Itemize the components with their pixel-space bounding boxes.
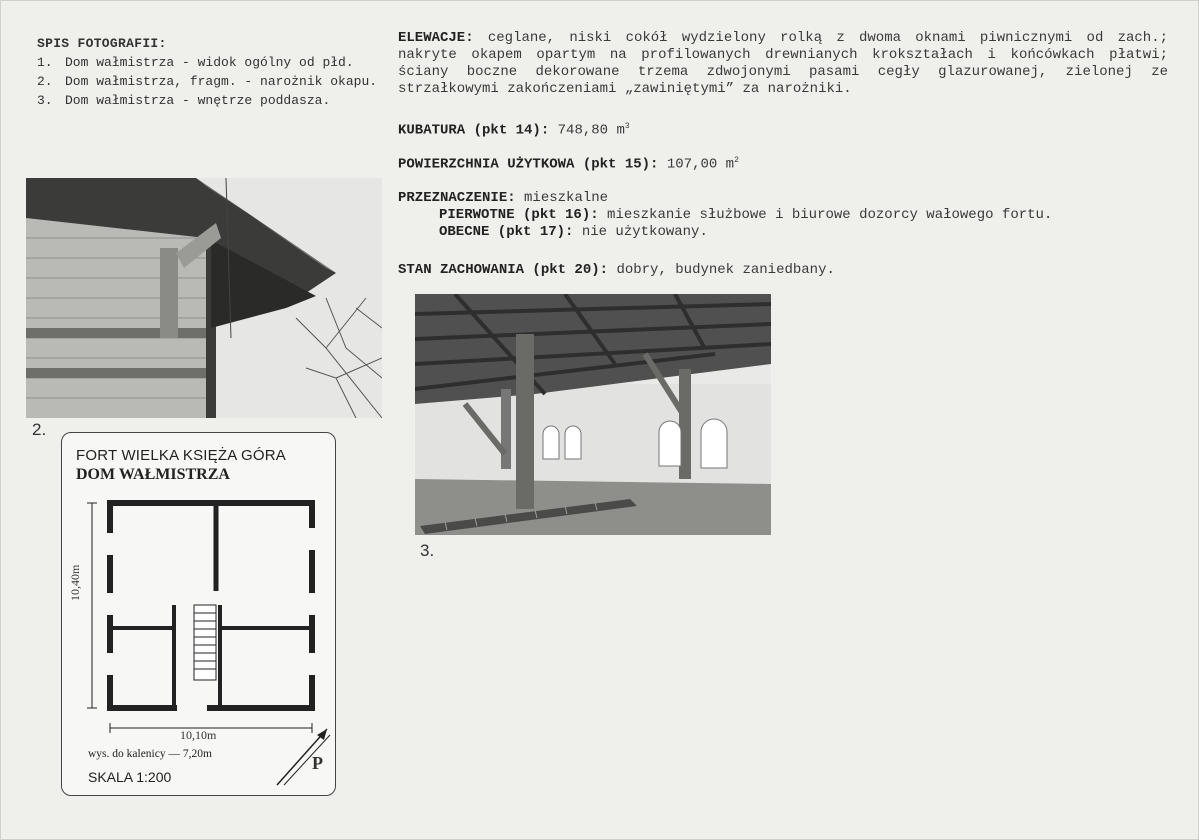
plan-fort-name: FORT WIELKA KSIĘŻA GÓRA: [76, 447, 286, 464]
photo-attic-interior: [415, 294, 771, 535]
plan-height-note: wys. do kalenicy — 7,20m: [88, 748, 212, 760]
elewacje-text: ceglane, niski cokół wydzielony rolką z dwoma oknami piwnicznymi od zach.; nakryte okapem opartym na profilowanych drewnianych krokształach i końcówkach płatwi; ściany boczne dekorowane trzema zdwojonymi pasami cegły glazurowanej, zielonej ze strzałkowymi zakończeniami „zawiniętymi” za narożniki.: [398, 30, 1168, 97]
obecne-row: [439, 224, 708, 240]
plan-dimension-vertical: 10,40m: [68, 564, 82, 601]
list-item: [37, 53, 382, 72]
list-item: [37, 72, 382, 91]
list-item-number: 1.: [37, 55, 53, 70]
powierzchnia-unit-sup: 2: [734, 156, 739, 165]
photo-eave-corner-image: [26, 178, 382, 418]
list-item-number: 2.: [37, 74, 53, 89]
elewacje-label: ELEWACJE:: [398, 30, 474, 46]
list-item-text: Dom wałmistrza, fragm. - narożnik okapu.: [65, 74, 378, 89]
powierzchnia-row: [398, 156, 739, 173]
plan-building-name: DOM WAŁMISTRZA: [76, 466, 230, 483]
elewacje-section: [398, 30, 1168, 98]
photo-attic-interior-image: [415, 294, 771, 535]
list-item-number: 3.: [37, 93, 53, 108]
kubatura-label: KUBATURA (pkt 14):: [398, 122, 550, 139]
pierwotne-row: [439, 207, 1052, 223]
obecne-value: nie użytkowany.: [581, 224, 708, 240]
kubatura-unit-sup: 3: [624, 122, 630, 131]
powierzchnia-label: POWIERZCHNIA UŻYTKOWA (pkt 15):: [398, 156, 659, 173]
powierzchnia-value: 107,00 m: [666, 156, 735, 173]
przeznaczenie-value: mieszkalne: [524, 190, 609, 206]
przeznaczenie-label: PRZEZNACZENIE:: [398, 190, 516, 206]
photo-list-title: SPIS FOTOGRAFII:: [37, 36, 167, 51]
pierwotne-label: PIERWOTNE (pkt 16):: [439, 207, 599, 223]
stan-row: [398, 262, 835, 278]
photo-list-items: [37, 53, 382, 110]
kubatura-value: 748,80 m: [557, 122, 625, 139]
list-item-text: Dom wałmistrza - wnętrze poddasza.: [65, 93, 331, 108]
photo-list: [37, 34, 382, 110]
stan-value: dobry, budynek zaniedbany.: [616, 262, 835, 278]
plan-scale: SKALA 1:200: [88, 769, 172, 785]
przeznaczenie-row: [398, 190, 608, 206]
plan-dimension-horizontal: 10,10m: [180, 728, 217, 742]
photo-eave-corner: [26, 178, 382, 418]
north-label: P: [312, 753, 323, 773]
floor-plan-card: [61, 432, 336, 796]
kubatura-row: [398, 122, 630, 139]
obecne-label: OBECNE (pkt 17):: [439, 224, 574, 240]
list-item: [37, 91, 382, 110]
photo2-caption: 2.: [32, 420, 47, 439]
stan-label: STAN ZACHOWANIA (pkt 20):: [398, 262, 609, 278]
pierwotne-value: mieszkanie służbowe i biurowe dozorcy wałowego fortu.: [607, 207, 1053, 223]
photo3-caption: 3.: [420, 541, 435, 560]
list-item-text: Dom wałmistrza - widok ogólny od płd.: [65, 55, 354, 70]
